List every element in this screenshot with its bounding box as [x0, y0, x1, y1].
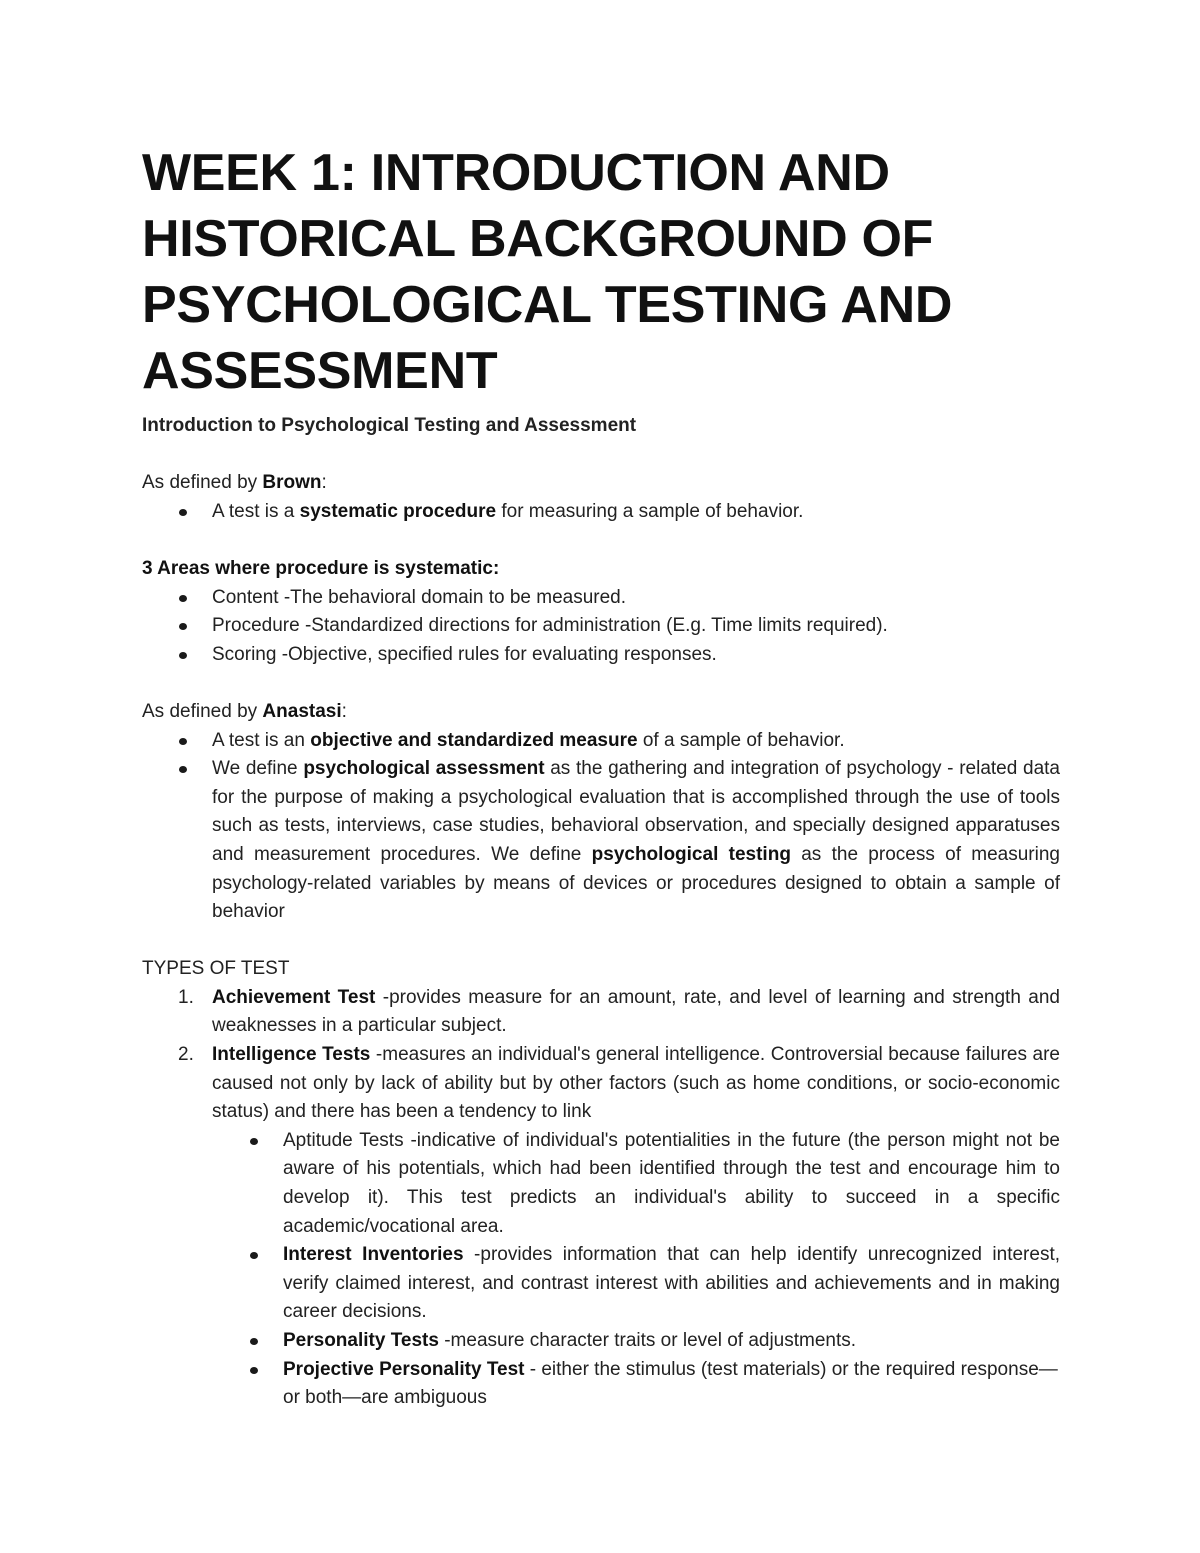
list-item: Projective Personality Test - either the stimulus (test materials) or the required response—or both—are ambiguous: [142, 1356, 1060, 1413]
areas-heading: 3 Areas where procedure is systematic:: [142, 557, 500, 579]
list-item: 2. Intelligence Tests -measures an individual's general intelligence. Controversial because failures are caused not only by lack of ability but by other factors (such as home conditions, or socio-economic status) and there has been a tendency to link: [142, 1041, 1060, 1127]
list-number: 1.: [178, 986, 194, 1008]
brown-list: [142, 498, 1060, 527]
list-item: A test is a systematic procedure for measuring a sample of behavior.: [142, 498, 1060, 527]
list-item: 1. Achievement Test -provides measure for an amount, rate, and level of learning and strength and weaknesses in a particular subject.: [142, 984, 1060, 1041]
list-item: A test is an objective and standardized measure of a sample of behavior.: [142, 727, 1060, 756]
list-item: Procedure -Standardized directions for administration (E.g. Time limits required).: [142, 612, 1060, 641]
section-heading-intro: Introduction to Psychological Testing and Assessment: [142, 415, 637, 436]
anastasi-definition-line: As defined by Anastasi:: [142, 700, 347, 722]
types-heading: TYPES OF TEST: [142, 958, 290, 980]
areas-list: [142, 584, 1060, 670]
types-list: [142, 984, 1060, 1127]
list-item: Aptitude Tests -indicative of individual's potentialities in the future (the person might not be aware of his potentials, which had been identified through the test and encourage him to develop it). This test predicts an individual's ability to succeed in a specific academic/vocational area.: [142, 1127, 1060, 1241]
list-item: Personality Tests -measure character traits or level of adjustments.: [142, 1327, 1060, 1356]
document-body: [142, 412, 1060, 1413]
list-number: 2.: [178, 1044, 194, 1066]
test-subtypes-list: [142, 1127, 1060, 1413]
list-item: Content -The behavioral domain to be measured.: [142, 584, 1060, 613]
anastasi-list: [142, 727, 1060, 927]
list-item: Interest Inventories -provides information that can help identify unrecognized interest, verify claimed interest, and contrast interest with abilities and achievements and in making career decisions.: [142, 1241, 1060, 1327]
page-title: WEEK 1: INTRODUCTION AND HISTORICAL BACKGROUND OF PSYCHOLOGICAL TESTING AND ASSESSMENT: [142, 144, 953, 400]
brown-name: Brown: [262, 472, 322, 494]
brown-definition-line: As defined by Brown:: [142, 472, 327, 494]
list-item: We define psychological assessment as the gathering and integration of psychology - related data for the purpose of making a psychological evaluation that is accomplished through the use of tools such as tests, interviews, case studies, behavioral observation, and specially designed apparatuses and measurement procedures. We define psychological testing as the process of measuring psychology-related variables by means of devices or procedures designed to obtain a sample of behavior: [142, 755, 1060, 927]
anastasi-name: Anastasi: [262, 700, 342, 722]
list-item: Scoring -Objective, specified rules for evaluating responses.: [142, 641, 1060, 670]
